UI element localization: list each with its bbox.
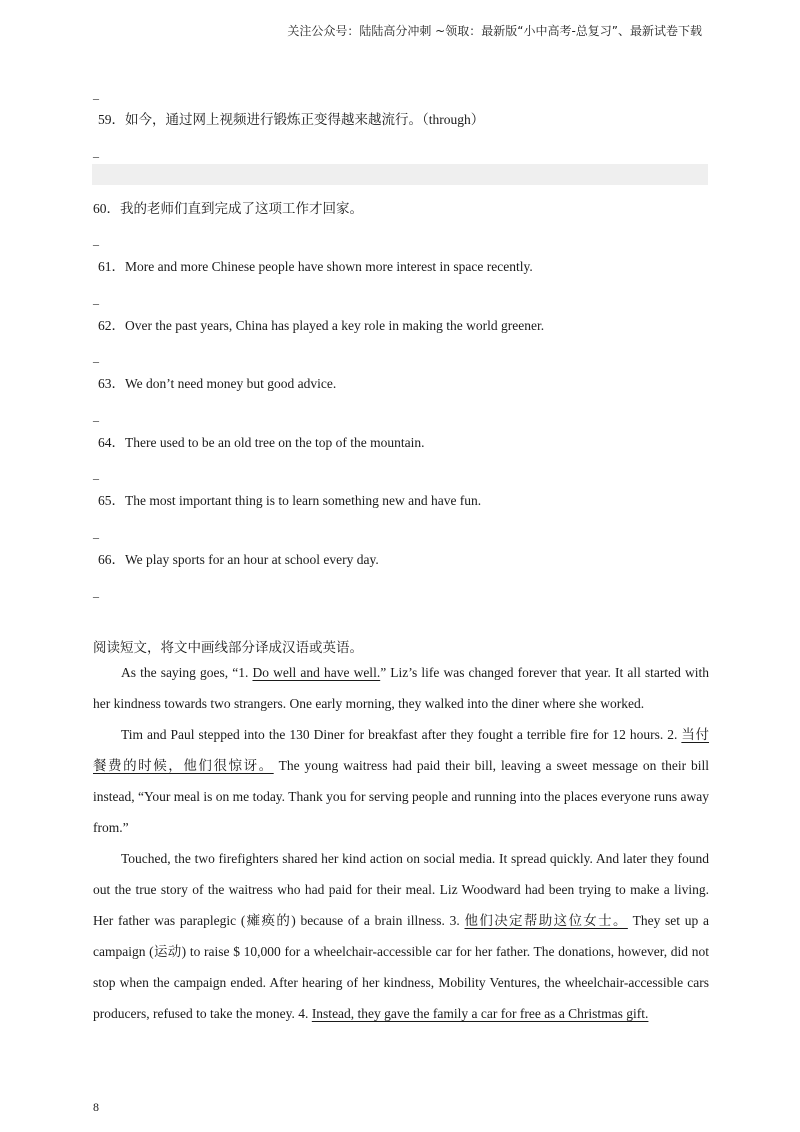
answer-blank-shaded	[92, 164, 708, 185]
text: ” Liz’s life was changed forever that year. It all started with her kindness towards two strangers. One early morning, they walked into the diner where she worked.	[93, 665, 710, 711]
reading-passage	[93, 657, 709, 1029]
text: As the saying goes, “1.	[121, 665, 253, 680]
answer-line: _	[93, 467, 99, 481]
question-61: 61．More and more Chinese people have shown more interest in space recently.	[98, 259, 533, 274]
question-59: 59．如今，通过网上视频进行锻炼正变得越来越流行。（through）	[98, 112, 485, 127]
paragraph-3	[93, 843, 709, 1029]
answer-line: _	[93, 292, 99, 306]
text: They set up a campaign (运动) to raise $ 10,000 for a wheelchair-accessible car for her father. The donations, however, did not stop when the campaign ended. After hearing of her kindness, Mobility Ventures, the wheelchair-accessible cars producers, refused to take the money. 4.	[93, 913, 709, 1021]
underlined-3: 他们决定帮助这位女士。	[464, 913, 628, 928]
underlined-1: Do well and have well.	[252, 665, 381, 680]
question-64: 64．There used to be an old tree on the top of the mountain.	[98, 435, 425, 450]
answer-line: _	[93, 87, 99, 101]
answer-line: _	[93, 350, 99, 364]
text: Touched, the two firefighters shared her kind action on social media. It spread quickly. And later they found out the true story of the waitress who had paid for their meal. Liz Woodward had been trying to make a living. Her father was paraplegic (瘫痪的) because of a brain illness. 3.	[93, 851, 709, 928]
question-62: 62．Over the past years, China has played a key role in making the world greener.	[98, 318, 545, 333]
text: The young waitress had paid their bill, leaving a sweet message on their bill instead, “Your meal is on me today. Thank you for serving people and running into the places everyone runs away from.”	[93, 758, 709, 835]
paragraph-1	[93, 657, 709, 719]
underlined-2: 当付餐费的时候，他们很惊讶。	[93, 727, 710, 773]
question-63: 63．We don’t need money but good advice.	[98, 376, 337, 391]
answer-line: _	[93, 233, 99, 247]
answer-line: _	[93, 526, 99, 540]
underlined-4: Instead, they gave the family a car for free as a Christmas gift.	[311, 1006, 649, 1021]
text: Tim and Paul stepped into the 130 Diner for breakfast after they fought a terrible fire for 12 hours. 2.	[121, 727, 682, 742]
reading-instruction: 阅读短文，将文中画线部分译成汉语或英语。	[93, 640, 363, 655]
page-header: 关注公众号：陆陆高分冲刺 ~领取：最新版“小中高考-总复习”、最新试卷下载	[287, 24, 702, 38]
page-number: 8	[93, 1100, 99, 1114]
answer-line: _	[93, 145, 99, 159]
answer-line: _	[93, 409, 99, 423]
question-66: 66．We play sports for an hour at school every day.	[98, 552, 379, 567]
question-65: 65．The most important thing is to learn something new and have fun.	[98, 493, 482, 508]
paragraph-2	[93, 719, 709, 843]
answer-line: _	[93, 585, 99, 599]
question-60: 60．我的老师们直到完成了这项工作才回家。	[93, 201, 363, 216]
